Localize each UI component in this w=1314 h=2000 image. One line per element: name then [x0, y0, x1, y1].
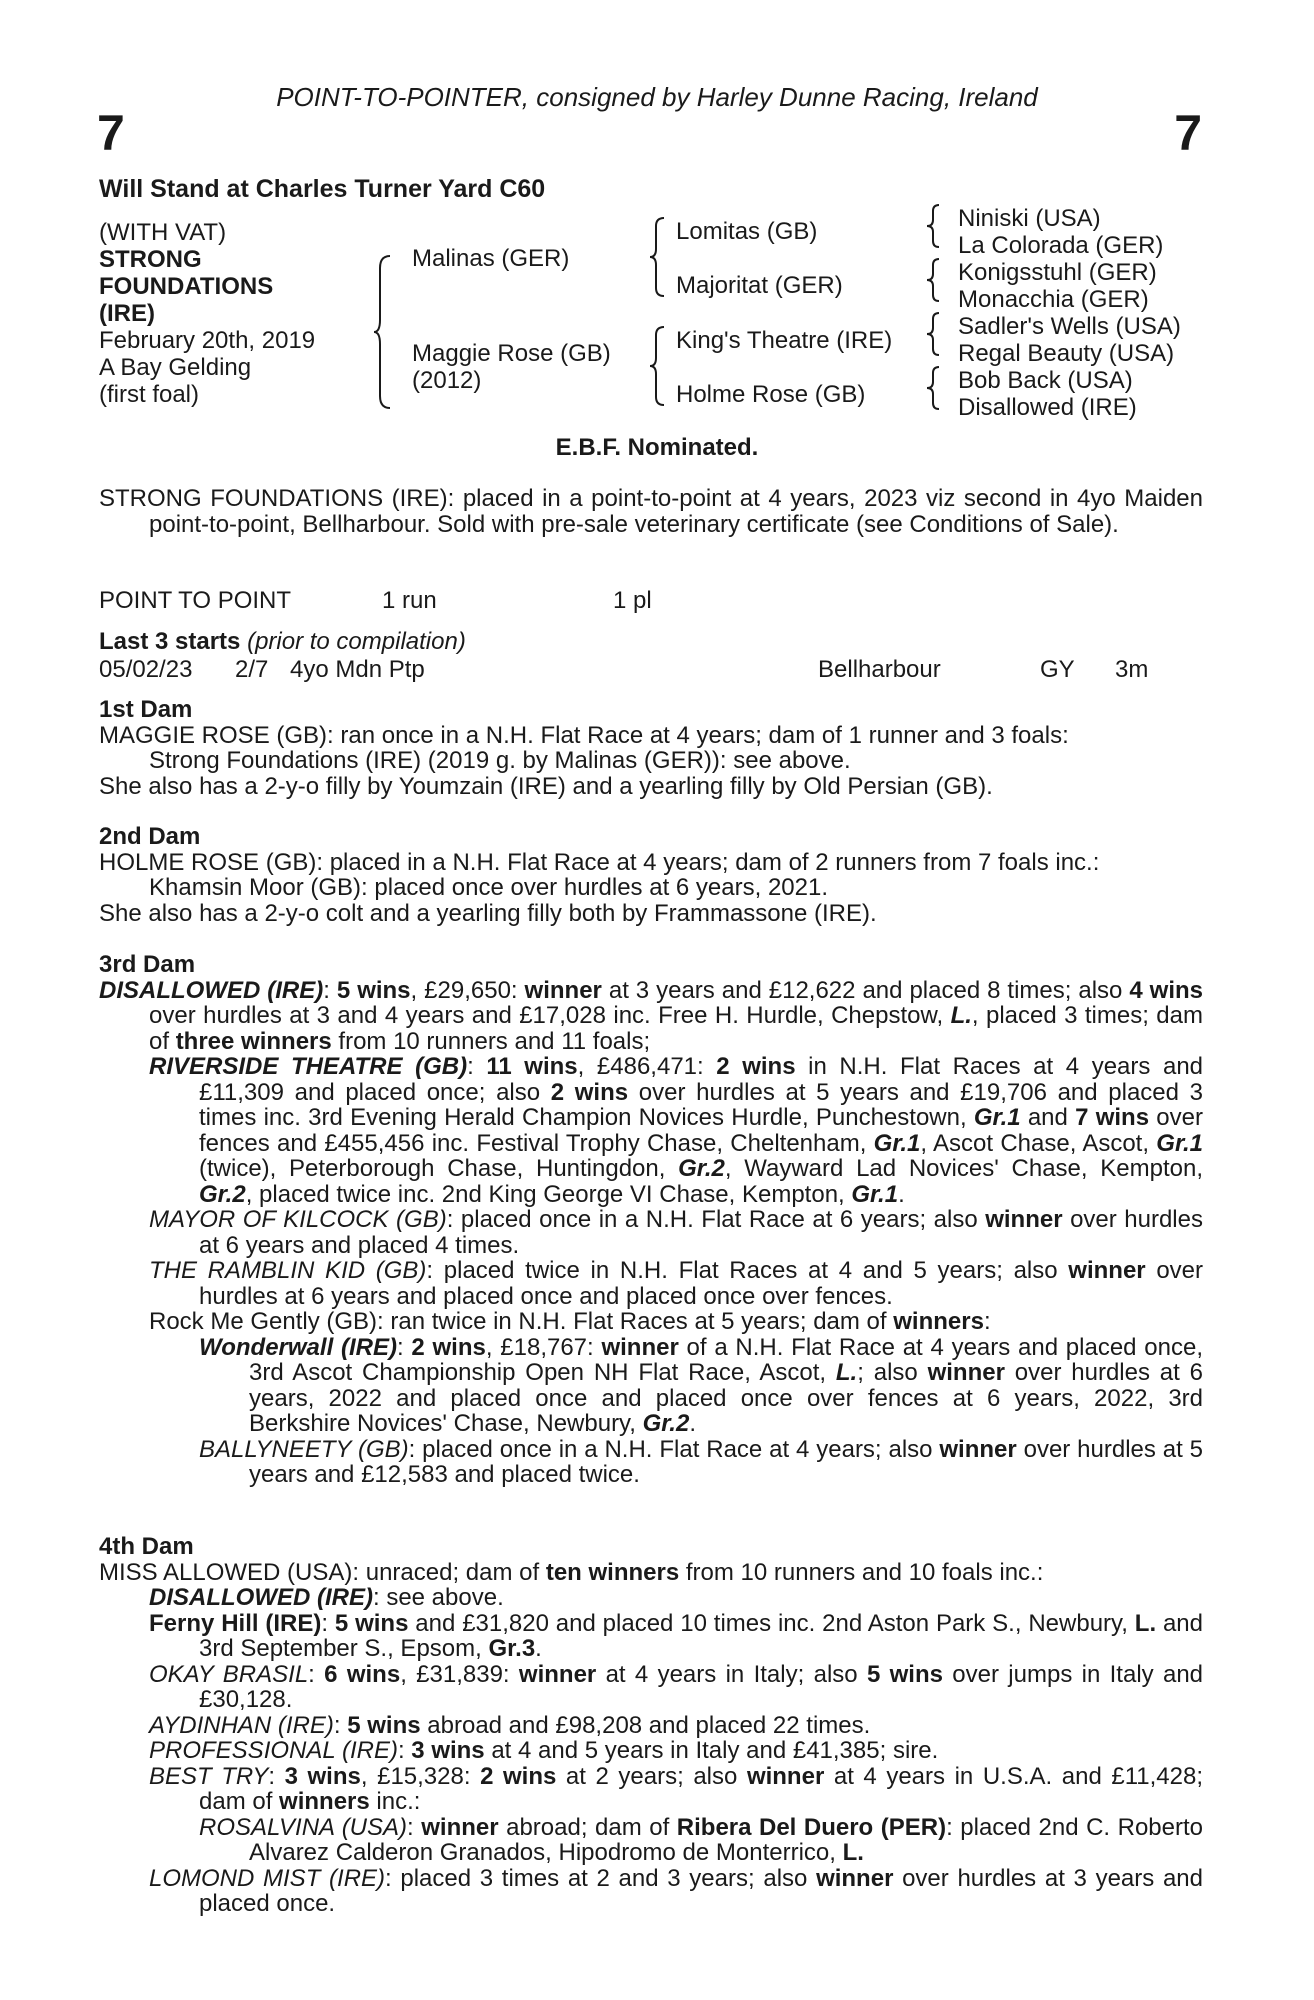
first-dam-line3: She also has a 2-y-o filly by Youmzain (IRE) and a yearling filly by Old Persian (GB).: [99, 772, 993, 800]
last-starts-heading: [99, 628, 466, 656]
pedigree-g3-8: Disallowed (IRE): [958, 394, 1137, 421]
pedigree-dam-name: Maggie Rose (GB): [412, 340, 611, 367]
third-dam-riverside: RIVERSIDE THEATRE (GB): 11 wins, £486,471: 2 wins in N.H. Flat Races at 4 years and £11,309 and placed once; also 2 wins over hurdles at 5 years and £19,706 and placed 3 times inc. 3rd Evening Herald Champion Novices Hurdle, Punchestown, Gr.1 and 7 wins over fences and £455,456 inc. Festival Trophy Chase, Cheltenham, Gr.1, Ascot Chase, Ascot, Gr.1 (twice), Peterborough Chase, Huntingdon, Gr.2, Wayward Lad Novices' Chase, Kempton, Gr.2, placed twice inc. 2nd King George VI Chase, Kempton, Gr.1.: [149, 1053, 1204, 1208]
third-dam-ramblin: THE RAMBLIN KID (GB): placed twice in N.H. Flat Races at 4 and 5 years; also winner over hurdles at 6 years and placed once and placed once over fences.: [149, 1257, 1203, 1310]
fourth-dam-lomond-mist: LOMOND MIST (IRE): placed 3 times at 2 and 3 years; also winner over hurdles at 3 years and placed once.: [149, 1864, 1203, 1917]
summary-paragraph: [99, 486, 1203, 537]
third-dam-ballyneety: BALLYNEETY (GB): placed once in a N.H. Flat Race at 4 years; also winner over hurdles at 5 years and £12,583 and placed twice.: [199, 1435, 1203, 1488]
second-dam-line2: Khamsin Moor (GB): placed once over hurdles at 6 years, 2021.: [149, 874, 829, 901]
horse-name-line2: FOUNDATIONS: [99, 273, 274, 300]
horse-description: A Bay Gelding: [99, 354, 252, 381]
record-placed: 1 pl: [613, 587, 652, 614]
fourth-dam-miss-allowed: MISS ALLOWED (USA): unraced; dam of ten winners from 10 runners and 10 foals inc.:: [99, 1558, 1044, 1586]
third-dam-disallowed: DISALLOWED (IRE): 5 wins, £29,650: winner at 3 years and £12,622 and placed 8 times; also 4 wins over hurdles at 3 and 4 years and £17,028 inc. Free H. Hurdle, Chepstow, L., placed 3 times; dam of three winners from 10 runners and 11 foals;: [99, 976, 1204, 1055]
foaling-date: February 20th, 2019: [99, 327, 316, 354]
pedigree-g2-2: Majoritat (GER): [676, 272, 843, 299]
start-course: Bellharbour: [818, 656, 941, 683]
pedigree-g3-3: Konigsstuhl (GER): [958, 259, 1157, 286]
fourth-dam-best-try: BEST TRY: 3 wins, £15,328: 2 wins at 2 years; also winner at 4 years in U.S.A. and £11,428; dam of winners inc.:: [149, 1762, 1203, 1815]
last-starts-note: (prior to compilation): [247, 628, 466, 655]
fourth-dam-ferny: Ferny Hill (IRE): 5 wins and £31,820 and placed 10 times inc. 2nd Aston Park S., Newbury, L. and 3rd September S., Epsom, Gr.3.: [149, 1609, 1203, 1662]
vat-note: (WITH VAT): [99, 219, 227, 246]
lot-number-right: 7: [1174, 105, 1202, 161]
pedigree-g2-3: King's Theatre (IRE): [676, 327, 893, 354]
pedigree-g2-4: Holme Rose (GB): [676, 381, 866, 408]
pedigree-brace-dam: [648, 325, 668, 407]
pedigree-g2-1: Lomitas (GB): [676, 218, 818, 245]
second-dam-line1: HOLME ROSE (GB): placed in a N.H. Flat Race at 4 years; dam of 2 runners from 7 foals inc.:: [99, 848, 1100, 876]
fourth-dam-okay-brasil: OKAY BRASIL: 6 wins, £31,839: winner at 4 years in Italy; also 5 wins over jumps in Italy and £30,128.: [149, 1660, 1204, 1713]
fourth-dam-professional: PROFESSIONAL (IRE): 3 wins at 4 and 5 years in Italy and £41,385; sire.: [149, 1737, 939, 1764]
record-runs: 1 run: [382, 587, 437, 614]
stabling-location: Will Stand at Charles Turner Yard C60: [99, 175, 546, 203]
pedigree-g3-6: Regal Beauty (USA): [958, 340, 1175, 367]
fourth-dam-section: [99, 1534, 1203, 1917]
pedigree-brace-g3-3: [925, 311, 943, 357]
horse-name-line3: (IRE): [99, 300, 155, 327]
pedigree-dam-year: (2012): [412, 367, 482, 394]
pedigree-brace-sire: [648, 216, 668, 298]
fourth-dam-disallowed: DISALLOWED (IRE): see above.: [149, 1584, 504, 1611]
last-starts-title: Last 3 starts: [99, 628, 241, 655]
fourth-dam-rosalvina: ROSALVINA (USA): winner abroad; dam of Ribera Del Duero (PER): placed 2nd C. Roberto Alvarez Calderon Granados, Hipodromo de Monterrico, L.: [199, 1813, 1203, 1866]
start-position: 2/7: [235, 656, 269, 683]
start-date: 05/02/23: [99, 656, 193, 683]
second-dam-section: [99, 824, 1203, 926]
third-dam-rock: Rock Me Gently (GB): ran twice in N.H. Flat Races at 5 years; dam of winners:: [149, 1308, 991, 1335]
pedigree-g3-1: Niniski (USA): [958, 205, 1101, 232]
second-dam-heading: 2nd Dam: [99, 823, 201, 850]
start-distance: 3m: [1115, 656, 1149, 683]
pedigree-brace-g3-4: [925, 365, 943, 411]
first-dam-line2: Strong Foundations (IRE) (2019 g. by Malinas (GER)): see above.: [149, 747, 851, 774]
third-dam-section: [99, 952, 1203, 1488]
pedigree-dam: [412, 340, 611, 394]
horse-details: [99, 219, 315, 408]
pedigree-brace-g3-2: [925, 257, 943, 303]
first-dam-heading: 1st Dam: [99, 696, 193, 723]
third-dam-mayor: MAYOR OF KILCOCK (GB): placed once in a N.H. Flat Race at 6 years; also winner over hurdles at 6 years and placed 4 times.: [149, 1206, 1203, 1259]
third-dam-heading: 3rd Dam: [99, 951, 196, 978]
pedigree-sire: Malinas (GER): [412, 245, 570, 272]
first-dam-section: [99, 697, 1203, 799]
pedigree-brace-gen1: [372, 254, 394, 410]
record-label: POINT TO POINT: [99, 587, 292, 614]
second-dam-line3: She also has a 2-y-o colt and a yearling filly both by Frammassone (IRE).: [99, 899, 877, 927]
consignor-line: POINT-TO-POINTER, consigned by Harley Dunne Racing, Ireland: [276, 82, 1038, 112]
pedigree-g3-2: La Colorada (GER): [958, 232, 1164, 259]
pedigree-g3-4: Monacchia (GER): [958, 286, 1149, 313]
fourth-dam-heading: 4th Dam: [99, 1533, 194, 1560]
horse-name-line1: STRONG: [99, 246, 202, 273]
pedigree-g3-7: Bob Back (USA): [958, 367, 1133, 394]
start-race: 4yo Mdn Ptp: [290, 656, 425, 683]
ebf-note: E.B.F. Nominated.: [555, 434, 759, 461]
summary-text: STRONG FOUNDATIONS (IRE): placed in a point-to-point at 4 years, 2023 viz second in 4yo Maiden point-to-point, Bellharbour. Sold with pre-sale veterinary certificate (see Conditions of Sale).: [99, 485, 1203, 538]
fourth-dam-aydinhan: AYDINHAN (IRE): 5 wins abroad and £98,208 and placed 22 times.: [149, 1711, 871, 1739]
third-dam-wonderwall: Wonderwall (IRE): 2 wins, £18,767: winner of a N.H. Flat Race at 4 years and placed once, 3rd Ascot Championship Open NH Flat Race, Ascot, L.; also winner over hurdles at 6 years, 2022 and placed once and placed once over fences at 6 years, 2022, 3rd Berkshire Novices' Chase, Newbury, Gr.2.: [199, 1333, 1204, 1437]
start-going: GY: [1040, 656, 1075, 683]
pedigree-brace-g3-1: [925, 203, 943, 249]
first-dam-line1: MAGGIE ROSE (GB): ran once in a N.H. Flat Race at 4 years; dam of 1 runner and 3 foals:: [99, 721, 1069, 749]
lot-number-left: 7: [97, 105, 125, 161]
pedigree-gen3: [958, 205, 1181, 421]
foal-note: (first foal): [99, 381, 200, 408]
pedigree-g3-5: Sadler's Wells (USA): [958, 313, 1181, 340]
